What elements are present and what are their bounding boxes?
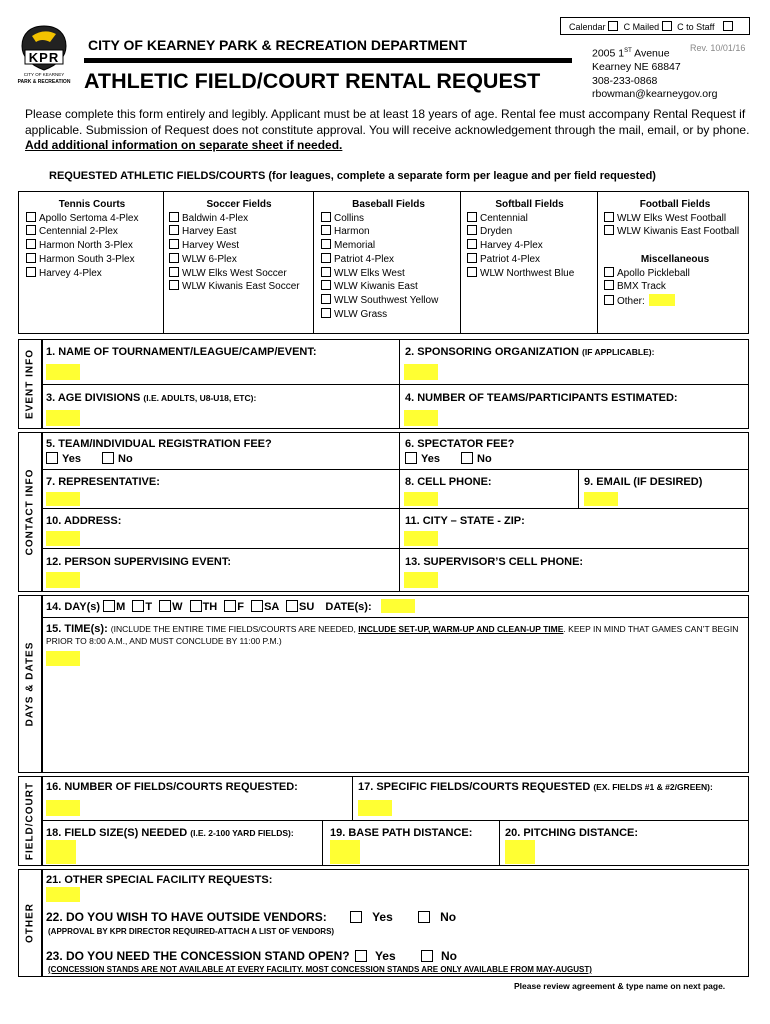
- field-20-label: 20. PITCHING DISTANCE:: [505, 827, 639, 839]
- list-item[interactable]: Patriot 4-Plex: [321, 253, 456, 267]
- field-9-label: 9. EMAIL (IF DESIRED): [584, 476, 703, 488]
- field-16-label: 16. NUMBER OF FIELDS/COURTS REQUESTED:: [46, 781, 298, 793]
- checkbox[interactable]: [604, 280, 614, 290]
- softball-fields-column: [467, 198, 592, 280]
- field-3-label: 3. AGE DIVISIONS (I.E. ADULTS, U8-U18, ETC):: [46, 392, 257, 404]
- field-16-input[interactable]: [46, 800, 80, 816]
- field-1-label: 1. NAME OF TOURNAMENT/LEAGUE/CAMP/EVENT:: [46, 346, 317, 358]
- vendors-yes-checkbox[interactable]: [350, 911, 362, 923]
- field-15-label: 15. TIME(s): (INCLUDE THE ENTIRE TIME FIELDS/COURTS ARE NEEDED, INCLUDE SET-UP, WARM-UP AND CLEAN-UP TIME. KEEP IN MIND THAT GAMES CAN’T BEGIN PRIOR TO 8:00 A.M., AND MUST CONCLUDE BY 11:00 P.M.): [46, 623, 739, 646]
- calendar-checkbox[interactable]: [608, 21, 618, 31]
- field-17-input[interactable]: [358, 800, 392, 816]
- list-item[interactable]: WLW Kiwanis East Football: [604, 225, 746, 239]
- field-21-label: 21. OTHER SPECIAL FACILITY REQUESTS:: [46, 874, 273, 886]
- checkbox[interactable]: [169, 239, 179, 249]
- list-item[interactable]: Harvey 4-Plex: [26, 267, 158, 281]
- field-19-label: 19. BASE PATH DISTANCE:: [330, 827, 473, 839]
- row-divider: [42, 508, 749, 509]
- day-th-checkbox[interactable]: [190, 600, 202, 612]
- list-item[interactable]: Memorial: [321, 239, 456, 253]
- intro-text: Please complete this form entirely and legibly. Applicant must be at least 18 years of age. Rental fee must accompany Rental Request if applicable. Submission of Request does not constitute approval. You will receive acknowledgement through the mail, email, or by phone.: [25, 107, 750, 137]
- field-2-input[interactable]: [404, 364, 438, 380]
- field-court-tab: FIELD/COURT: [18, 776, 42, 866]
- checkbox[interactable]: [467, 225, 477, 235]
- checkbox[interactable]: [169, 225, 179, 235]
- list-item[interactable]: Harvey 4-Plex: [467, 239, 592, 253]
- list-item[interactable]: WLW 6-Plex: [169, 253, 309, 267]
- col-divider: [597, 191, 598, 334]
- intro-emphasis: Add additional information on separate sheet if needed.: [25, 138, 343, 152]
- calendar-label: Calendar: [569, 22, 606, 32]
- checkbox[interactable]: [321, 239, 331, 249]
- field-2-label: 2. SPONSORING ORGANIZATION (IF APPLICABLE):: [405, 346, 655, 358]
- office-use-box: [560, 17, 750, 35]
- day-t-checkbox[interactable]: [132, 600, 144, 612]
- column-title: Tennis Courts: [58, 199, 126, 210]
- field-5-options: Yes No: [46, 452, 133, 465]
- tennis-courts-column: [26, 198, 158, 280]
- address-line-2: Kearney NE 68847: [592, 61, 681, 73]
- office-email: rbowman@kearneygov.org: [592, 88, 718, 100]
- day-sa-checkbox[interactable]: [251, 600, 263, 612]
- field-22-label: 22. DO YOU WISH TO HAVE OUTSIDE VENDORS:: [46, 910, 327, 924]
- day-su-checkbox[interactable]: [286, 600, 298, 612]
- col-divider: [499, 820, 500, 866]
- vendors-no-checkbox[interactable]: [418, 911, 430, 923]
- col-divider: [352, 776, 353, 820]
- football-misc-column: [604, 198, 746, 309]
- baseball-fields-column: [321, 198, 456, 321]
- office-address: [592, 45, 717, 102]
- checkbox[interactable]: [467, 212, 477, 222]
- list-item[interactable]: WLW Kiwanis East: [321, 280, 456, 294]
- column-title: Softball Fields: [495, 199, 564, 210]
- field-18-label: 18. FIELD SIZE(S) NEEDED (I.E. 2-100 YARD FIELDS):: [46, 827, 294, 839]
- dates-input[interactable]: [381, 599, 415, 613]
- field-11-label: 11. CITY – STATE - ZIP:: [405, 515, 525, 527]
- column-title: Baseball Fields: [352, 199, 425, 210]
- checkbox[interactable]: [169, 212, 179, 222]
- address-line-1: 2005 1ST Avenue: [592, 47, 670, 60]
- column-title: Soccer Fields: [206, 199, 272, 210]
- checkbox[interactable]: [321, 308, 331, 318]
- row-divider: [42, 617, 749, 618]
- list-item[interactable]: BMX Track: [604, 280, 746, 294]
- checkbox[interactable]: [26, 267, 36, 277]
- list-item[interactable]: Baldwin 4-Plex: [169, 212, 309, 226]
- column-title: Miscellaneous: [640, 253, 710, 265]
- logo-letters: KPR: [28, 50, 60, 65]
- concession-yes-checkbox[interactable]: [355, 950, 367, 962]
- col-divider: [322, 820, 323, 866]
- checkbox[interactable]: [467, 267, 477, 277]
- field-4-input[interactable]: [404, 410, 438, 426]
- field-1-input[interactable]: [46, 364, 80, 380]
- field-23-row: 23. DO YOU NEED THE CONCESSION STAND OPEN? Yes No: [46, 949, 457, 963]
- field-8-label: 8. CELL PHONE:: [405, 476, 492, 488]
- field-5-label: 5. TEAM/INDIVIDUAL REGISTRATION FEE?: [46, 438, 272, 450]
- list-item[interactable]: WLW Elks West Soccer: [169, 267, 309, 281]
- other-input[interactable]: [649, 294, 675, 306]
- mailed-label: C Mailed: [623, 22, 660, 32]
- checkbox[interactable]: [26, 225, 36, 235]
- dates-label: DATE(s):: [325, 601, 372, 613]
- field-11-input[interactable]: [404, 531, 438, 546]
- row-divider: [42, 548, 749, 549]
- field-23-note: (CONCESSION STANDS ARE NOT AVAILABLE AT EVERY FACILITY. MOST CONCESSION STANDS ARE ONLY AVAILABLE FROM MAY-AUGUST): [48, 965, 592, 974]
- field-13-label: 13. SUPERVISOR’S CELL PHONE:: [405, 556, 584, 568]
- column-title: Football Fields: [639, 199, 711, 210]
- to-staff-checkbox[interactable]: [723, 21, 733, 31]
- contact-info-tab: CONTACT INFO: [18, 432, 42, 592]
- list-item[interactable]: Patriot 4-Plex: [467, 253, 592, 267]
- field-6-options: Yes No: [405, 452, 492, 465]
- field-20-input[interactable]: [505, 840, 535, 864]
- footer-note: Please review agreement & type name on next page.: [514, 981, 726, 991]
- checkbox[interactable]: [604, 225, 614, 235]
- row-divider: [42, 820, 749, 821]
- field-19-input[interactable]: [330, 840, 360, 864]
- checkbox[interactable]: [321, 294, 331, 304]
- checkbox[interactable]: [321, 253, 331, 263]
- department-name: CITY OF KEARNEY PARK & RECREATION DEPARTMENT: [88, 37, 468, 53]
- col-divider: [163, 191, 164, 334]
- field-9-input[interactable]: [584, 492, 618, 506]
- list-item[interactable]: Collins: [321, 212, 456, 226]
- days-dates-box: [42, 595, 749, 773]
- soccer-fields-column: [169, 198, 309, 294]
- checkbox[interactable]: [321, 267, 331, 277]
- form-title: ATHLETIC FIELD/COURT RENTAL REQUEST: [84, 69, 541, 93]
- checkbox[interactable]: [26, 239, 36, 249]
- checkbox[interactable]: [321, 280, 331, 290]
- field-17-label: 17. SPECIFIC FIELDS/COURTS REQUESTED (EX. FIELDS #1 & #2/GREEN):: [358, 781, 713, 793]
- field-3-input[interactable]: [46, 410, 80, 426]
- field-7-label: 7. REPRESENTATIVE:: [46, 476, 160, 488]
- row-divider: [42, 384, 749, 385]
- field-23-label: 23. DO YOU NEED THE CONCESSION STAND OPEN?: [46, 949, 350, 963]
- field-10-input[interactable]: [46, 531, 80, 546]
- field-13-input[interactable]: [404, 572, 438, 588]
- list-item[interactable]: WLW Southwest Yellow: [321, 294, 456, 308]
- field-18-input[interactable]: [46, 840, 76, 864]
- list-item[interactable]: Centennial: [467, 212, 592, 226]
- col-divider: [313, 191, 314, 334]
- event-info-tab: EVENT INFO: [18, 339, 42, 429]
- other-tab: OTHER: [18, 869, 42, 977]
- list-item[interactable]: Harvey West: [169, 239, 309, 253]
- list-item[interactable]: WLW Elks West Football: [604, 212, 746, 226]
- day-f-checkbox[interactable]: [224, 600, 236, 612]
- list-item[interactable]: Harmon: [321, 225, 456, 239]
- checkbox[interactable]: [26, 253, 36, 263]
- day-w-checkbox[interactable]: [159, 600, 171, 612]
- checkbox[interactable]: [321, 225, 331, 235]
- days-dates-tab: DAYS & DATES: [18, 595, 42, 773]
- contact-info-box: [42, 432, 749, 592]
- spectator-no-checkbox[interactable]: [461, 452, 473, 464]
- checkbox[interactable]: [26, 212, 36, 222]
- checkbox[interactable]: [169, 253, 179, 263]
- field-14-row: 14. DAY(s) M T W TH F SA SU DATE(s):: [46, 601, 372, 613]
- col-divider: [578, 469, 579, 508]
- concession-no-checkbox[interactable]: [421, 950, 433, 962]
- row-divider: [42, 469, 749, 470]
- list-item[interactable]: Centennial 2-Plex: [26, 225, 158, 239]
- field-22-row: 22. DO YOU WISH TO HAVE OUTSIDE VENDORS: Yes No: [46, 910, 457, 924]
- field-14-label: 14. DAY(s): [46, 601, 101, 613]
- spectator-yes-checkbox[interactable]: [405, 452, 417, 464]
- list-item[interactable]: WLW Northwest Blue: [467, 267, 592, 281]
- field-8-input[interactable]: [404, 492, 438, 506]
- list-item[interactable]: Harmon North 3-Plex: [26, 239, 158, 253]
- col-divider: [399, 339, 400, 429]
- checkbox[interactable]: [169, 267, 179, 277]
- field-21-input[interactable]: [46, 887, 80, 902]
- requested-heading: REQUESTED ATHLETIC FIELDS/COURTS (for leagues, complete a separate form per league and per field requested): [49, 170, 656, 182]
- list-item[interactable]: WLW Kiwanis East Soccer: [169, 280, 309, 294]
- field-7-input[interactable]: [46, 492, 80, 506]
- header-rule: [84, 58, 572, 63]
- logo-subtitle-1: CITY OF KEARNEY: [23, 72, 65, 77]
- kpr-logo: [16, 22, 72, 92]
- checkbox[interactable]: [604, 295, 614, 305]
- list-item[interactable]: WLW Grass: [321, 308, 456, 322]
- checkbox[interactable]: [467, 253, 477, 263]
- col-divider: [399, 432, 400, 592]
- list-item[interactable]: Apollo Sertoma 4-Plex: [26, 212, 158, 226]
- list-item[interactable]: Apollo Pickleball: [604, 267, 746, 281]
- field-15-input[interactable]: [46, 651, 80, 666]
- checkbox[interactable]: [604, 267, 614, 277]
- field-6-label: 6. SPECTATOR FEE?: [405, 438, 515, 450]
- fee-no-checkbox[interactable]: [102, 452, 114, 464]
- checkbox[interactable]: [467, 239, 477, 249]
- field-12-input[interactable]: [46, 572, 80, 588]
- logo-subtitle-2: PARK & RECREATION: [17, 79, 71, 85]
- list-item[interactable]: Dryden: [467, 225, 592, 239]
- intro-paragraph: [25, 107, 750, 154]
- to-staff-label: C to Staff: [677, 22, 715, 32]
- checkbox[interactable]: [321, 212, 331, 222]
- field-22-note: (APPROVAL BY KPR DIRECTOR REQUIRED-ATTACH A LIST OF VENDORS): [48, 927, 335, 936]
- checkbox[interactable]: [604, 212, 614, 222]
- field-12-label: 12. PERSON SUPERVISING EVENT:: [46, 556, 232, 568]
- day-m-checkbox[interactable]: [103, 600, 115, 612]
- list-item[interactable]: WLW Elks West: [321, 267, 456, 281]
- field-4-label: 4. NUMBER OF TEAMS/PARTICIPANTS ESTIMATED:: [405, 392, 678, 404]
- list-item[interactable]: Other:: [604, 294, 746, 309]
- office-phone: 308-233-0868: [592, 74, 658, 87]
- field-10-label: 10. ADDRESS:: [46, 515, 122, 527]
- fee-yes-checkbox[interactable]: [46, 452, 58, 464]
- list-item[interactable]: Harmon South 3-Plex: [26, 253, 158, 267]
- col-divider: [460, 191, 461, 334]
- list-item[interactable]: Harvey East: [169, 225, 309, 239]
- revision-date: Rev. 10/01/16: [690, 43, 746, 53]
- checkbox[interactable]: [169, 280, 179, 290]
- mailed-checkbox[interactable]: [662, 21, 672, 31]
